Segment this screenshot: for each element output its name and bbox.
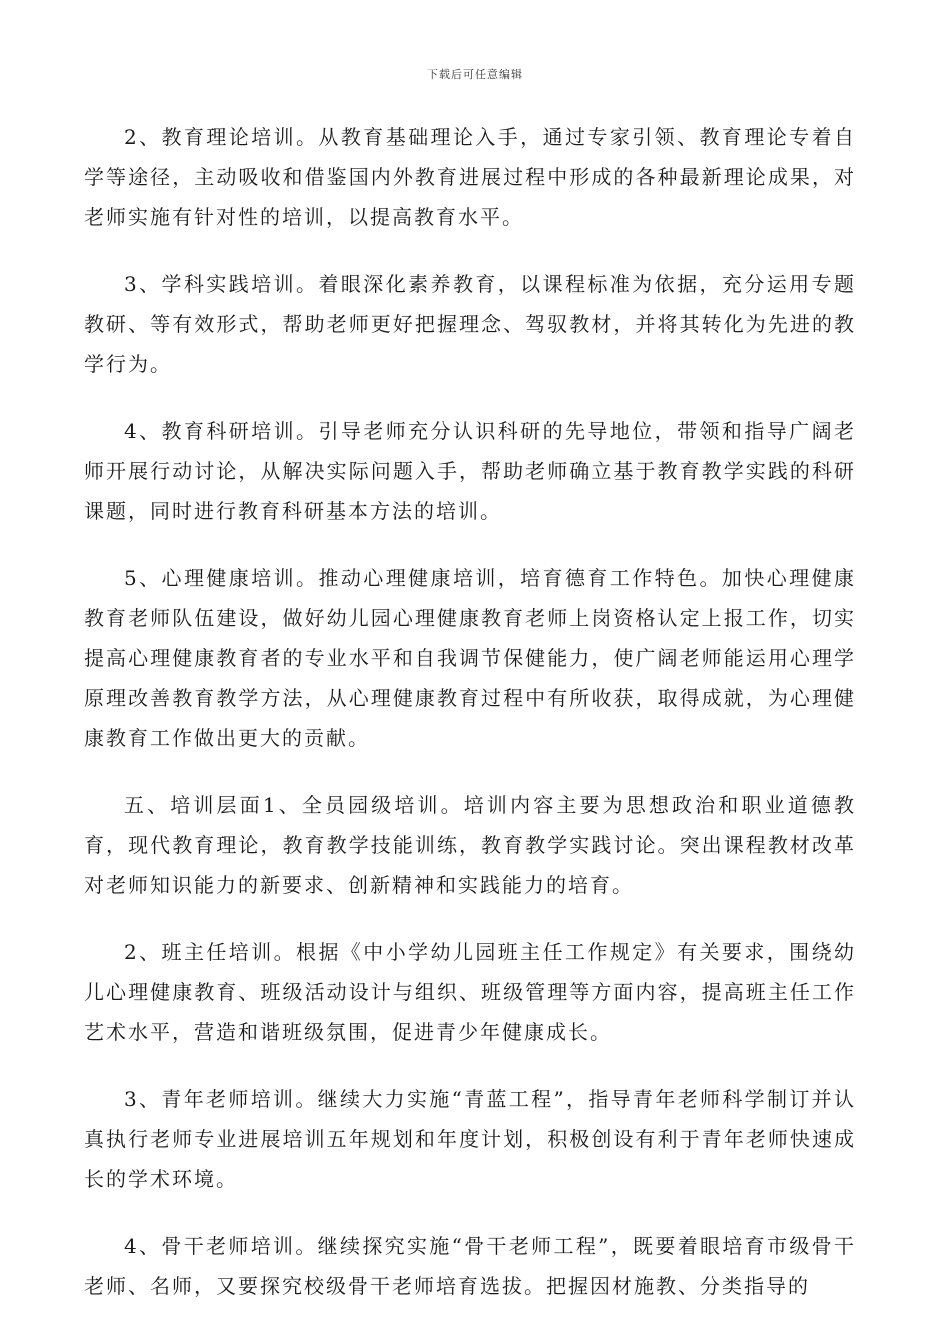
paragraph-subject-practice: 3、学科实践培训。着眼深化素养教育，以课程标准为依据，充分运用专题教研、等有效形式，帮助老师更好把握理念、驾驭教材，并将其转化为先进的教学行为。 [84,272,856,376]
paragraph-training-levels: 五、培训层面1、全员园级培训。培训内容主要为思想政治和职业道德教育，现代教育理论，教育教学技能训练，教育教学实践讨论。突出课程教材改革对老师知识能力的新要求、创新精神和实践能力的培育。 [84,793,856,897]
paragraph-research-training: 4、教育科研培训。引导老师充分认识科研的先导地位，带领和指导广阔老师开展行动讨论，从解决实际问题入手，帮助老师确立基于教育教学实践的科研课题，同时进行教育科研基本方法的培训。 [84,419,856,523]
paragraph-young-teacher: 3、青年老师培训。继续大力实施“青蓝工程”，指导青年老师科学制订并认真执行老师专业进展培训五年规划和年度计划，积极创设有利于青年老师快速成长的学术环境。 [84,1087,856,1191]
document-body [84,117,856,1333]
paragraph-class-teacher: 2、班主任培训。根据《中小学幼儿园班主任工作规定》有关要求，围绕幼儿心理健康教育、班级活动设计与组织、班级管理等方面内容，提高班主任工作艺术水平，营造和谐班级氛围，促进青少年健康成长。 [84,940,856,1044]
paragraph-education-theory: 2、教育理论培训。从教育基础理论入手，通过专家引领、教育理论专着自学等途径，主动吸收和借鉴国内外教育进展过程中形成的各种最新理论成果，对老师实施有针对性的培训，以提高教育水平。 [84,125,856,229]
paragraph-backbone-teacher: 4、骨干老师培训。继续探究实施“骨干老师工程”，既要着眼培育市级骨干老师、名师，又要探究校级骨干老师培育选拔。把握因材施教、分类指导的 [84,1234,856,1298]
paragraph-mental-health: 5、心理健康培训。推动心理健康培训，培育德育工作特色。加快心理健康教育老师队伍建设，做好幼儿园心理健康教育老师上岗资格认定上报工作，切实提高心理健康教育者的专业水平和自我调节保健能力，使广阔老师能运用心理学原理改善教育教学方法，从心理健康教育过程中有所收获，取得成就，为心理健康教育工作做出更大的贡献。 [84,566,856,750]
page-header: 下载后可任意编辑 [427,68,523,81]
